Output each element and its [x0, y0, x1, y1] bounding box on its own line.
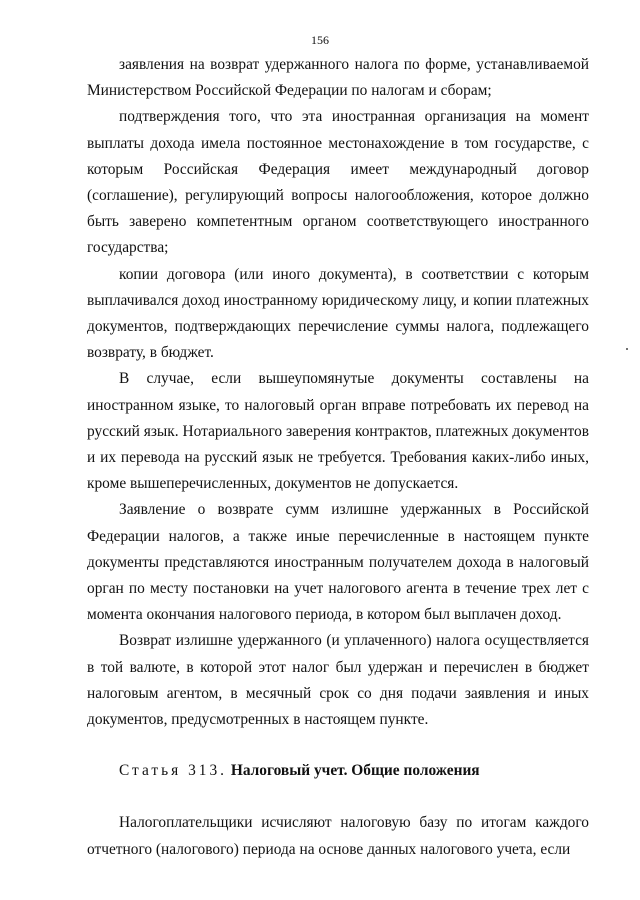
page-number: 156 — [311, 33, 329, 47]
paragraph-contract-copies: копии договора (или иного документа), в соответствии с которым выплачивался доход иностранному юридическому лицу, и копии платежных документов, подтверждающих перечисление суммы налога, подлежащего возврату, в бюджет. — [87, 265, 589, 362]
paragraph-foreign-language: В случае, если вышеупомянутые документы составлены на иностранном языке, то налоговый орган вправе потребовать их перевод на русский язык. Нотариального заверения контрактов, платежных документов и их перевода на русский язык не требуется. Требования каких-либо иных, кроме вышеперечисленных, документов не допускается. — [87, 370, 589, 493]
paragraph-refund-currency: Возврат излишне удержанного (и уплаченного) налога осуществляется в той валюте, в которой этот налог был удержан и перечислен в бюджет налоговым агентом, в месячный срок со дня подачи заявления и иных документов, предусмотренных в настоящем пункте. — [87, 632, 589, 729]
paragraph-residence-confirmation: подтверждения того, что эта иностранная организация на момент выплаты дохода имела постоянное местонахождение в том государстве, с которым Российская Федерация имеет международный договор (соглашение), регулирующий вопросы налогообложения, которое должно быть заверено компетентным органом соответствующего иностранного государства; — [87, 108, 589, 257]
scan-speck — [626, 348, 628, 350]
page-body — [87, 52, 589, 863]
paragraph-tax-base: Налогоплательщики исчисляют налоговую базу по итогам каждого отчетного (налогового) периода на основе данных налогового учета, если — [87, 814, 589, 858]
article-title: Налоговый учет. Общие положения — [230, 762, 480, 780]
paragraph-application-form: заявления на возврат удержанного налога по форме, устанавливаемой Министерством Российской Федерации по налогам и сборам; — [87, 56, 589, 100]
article-heading — [87, 758, 589, 784]
paragraph-refund-application: Заявление о возврате сумм излишне удержанных в Российской Федерации налогов, а также иные перечисленные в настоящем пункте документы представляются иностранным получателем дохода в налоговый орган по месту постановки на учет налогового агента в течение трех лет с момента окончания налогового периода, в котором был выплачен доход. — [87, 501, 589, 624]
article-number: Статья 313. — [119, 762, 228, 780]
